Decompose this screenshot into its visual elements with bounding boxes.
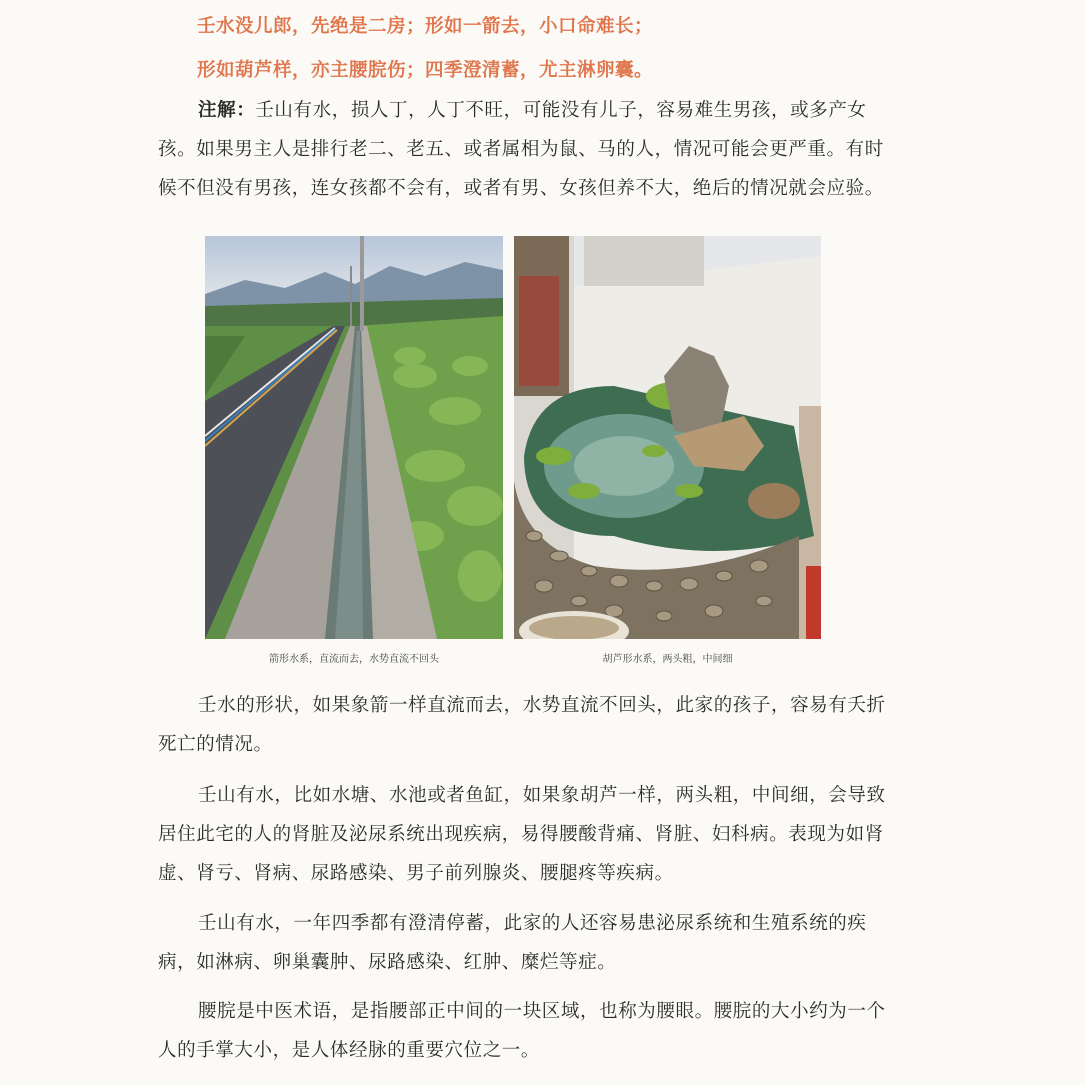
- verse-line-2: 形如葫芦样，亦主腰脘伤；四季澄清蓄，尤主淋卵囊。: [197, 60, 654, 81]
- figure-caption-left: 箭形水系，直流而去，水势直流不回头: [269, 654, 439, 665]
- paragraph-4: 腰脘是中医术语，是指腰部正中间的一块区域，也称为腰眼。腰脘的大小约为一个人的手掌大小，是人体经脉的重要穴位之一。: [158, 1001, 886, 1061]
- note-paragraph: [158, 91, 896, 208]
- canal-photo: [205, 236, 503, 639]
- figure-caption-right: 胡芦形水系，两头粗，中间细: [602, 654, 733, 665]
- note-label: 注解：: [198, 100, 256, 121]
- verse-line-1: 壬水没儿郎，先绝是二房；形如一箭去，小口命难长；: [197, 16, 654, 37]
- paragraph-1: 壬水的形状，如果象箭一样直流而去，水势直流不回头，此家的孩子，容易有夭折死亡的情况。: [158, 695, 886, 755]
- paragraph-3: 壬山有水，一年四季都有澄清停蓄，此家的人还容易患泌尿系统和生殖系统的疾病，如淋病、卵巢囊肿、尿路感染、红肿、糜烂等症。: [158, 913, 867, 973]
- pond-photo: [514, 236, 821, 639]
- note-text: 壬山有水，损人丁，人丁不旺，可能没有儿子，容易难生男孩，或多产女孩。如果男主人是排行老二、老五、或者属相为鼠、马的人，情况可能会更严重。有时候不但没有男孩，连女孩都不会有，或者有男、女孩但养不大，绝后的情况就会应验。: [158, 100, 884, 199]
- paragraph-2: 壬山有水，比如水塘、水池或者鱼缸，如果象胡芦一样，两头粗，中间细，会导致居住此宅的人的肾脏及泌尿系统出现疾病，易得腰酸背痛、肾脏、妇科病。表现为如肾虚、肾亏、肾病、尿路感染、男子前列腺炎、腰腿疼等疾病。: [158, 785, 886, 884]
